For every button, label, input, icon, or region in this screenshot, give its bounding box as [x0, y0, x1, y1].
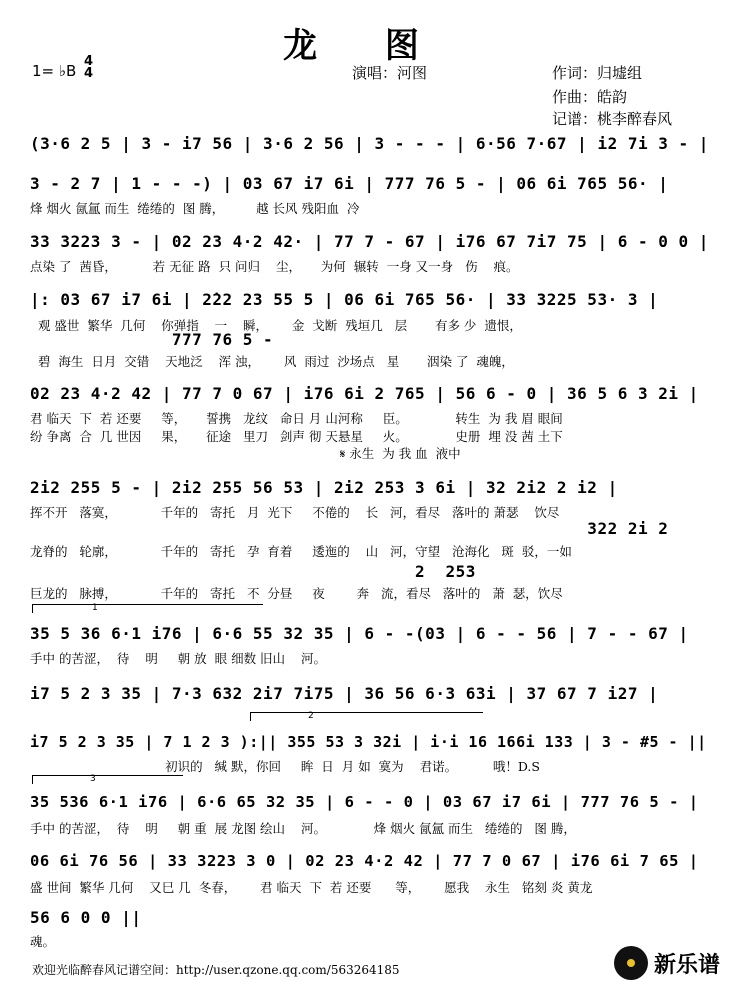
notation-line: 3 - 2 7 | 1 - - -) | 03 67 i7 6i | 777 76 5 - | 06 6i 765 56· |: [30, 174, 669, 193]
notation-line: 56 6 0 0 ||: [30, 908, 142, 927]
lyrics-line: 手中 的苦涩， 待 明 朝 重 展 龙图 绘山 河。 烽 烟火 氤氲 而生 绻绻的 图 腾，: [30, 821, 576, 836]
volta-number-1: 1: [92, 603, 98, 613]
time-signature-top: 4: [84, 54, 94, 69]
lyrics-line: 魂。: [30, 934, 56, 949]
singer-credit: 演唱：河图: [352, 64, 428, 82]
time-signature: [84, 56, 93, 80]
notation-line: 02 23 4·2 42 | 77 7 0 67 | i76 6i 2 765 | 56 6 - 0 | 36 5 6 3 2i |: [30, 384, 699, 403]
transcriber-credit: 记谱：桃李醉春风: [552, 110, 673, 128]
volta-number-3: 3: [90, 774, 96, 784]
notation-line: |: 03 67 i7 6i | 2̇22 23 55 5 | 06 6i 765 56· | 33 3225 53· 3 |: [30, 290, 659, 309]
lyrics-line: 点染 了 茜昏， 若 无征 路 只 问归 尘， 为何 辗转 一身 又一身 伤 痕。: [30, 259, 519, 274]
lyrics-line: 碧 海生 日月 交错 天地泛 浑 浊， 风 雨过 沙场点 星 洇染 了 魂魄，: [30, 354, 514, 369]
notation-line: 777 76 5 -: [30, 330, 274, 349]
lyrics-line: 手中 的苦涩， 待 明 朝 放 眼 细数 旧山 河。: [30, 651, 326, 666]
lyrics-line: 𝄋 永生 为 我 血 液中: [30, 446, 461, 461]
notation-line: (3·6 2 5 | 3 - i7 56 | 3·6 2 56 | 3 - - - | 6·56 7·67 | i2 7i 3 - |: [30, 134, 709, 153]
volta-number-2: 2: [308, 711, 314, 721]
lyrics-line: 龙脊的 轮廓， 千年的 寄托 孕 育着 逶迤的 山 河，守望 沧海化 斑 驳，一如: [30, 544, 572, 559]
lyricist-credit: 作词：归墟组: [552, 64, 643, 82]
notation-line: 35 5 36 6·1 i76 | 6·6 55 32 35 | 6 - -(03 | 6 - - 56 | 7 - - 67 |: [30, 624, 689, 643]
notation-line: 322 2i 2: [30, 519, 669, 538]
volta-bracket-3: [32, 775, 183, 784]
time-signature-bottom: 4: [84, 66, 94, 81]
notation-line: 35 536 6·1 i76 | 6·6 65 32 35 | 6 - - 0 | 03 67 i7 6i | 777 76 5 - |: [30, 793, 699, 811]
notation-line: 33 3223 3 - | 02 23 4·2 42· | 77 7 - 67 | i76 67 7i7 75 | 6 - 0 0 |: [30, 232, 709, 251]
lyrics-line: 初识的 缄 默，你回 眸 日 月 如 寞为 君诺。 哦！D.S: [30, 759, 540, 774]
song-title: 龙 图: [283, 26, 447, 66]
notation-line: 2 253: [30, 562, 476, 581]
site-logo[interactable]: [614, 946, 720, 980]
volta-bracket-1: [32, 604, 263, 613]
lyrics-line: 巨龙的 脉搏， 千年的 寄托 不 分昼 夜 奔 流，看尽 落叶的 萧 瑟，饮尽: [30, 586, 563, 601]
vinyl-record-icon: [614, 946, 648, 980]
lyrics-line: 盛 世间 繁华 几何 又巳 几 冬春， 君 临天 下 若 还要 等， 愿我 永生 铭刻 炎 黄龙: [30, 880, 593, 895]
notation-line: 2i2 255 5 - | 2i2 255 56 53 | 2i2 253 3 6i | 32 2i2 2 i2 |: [30, 478, 618, 497]
composer-credit: 作曲：皓韵: [552, 88, 628, 106]
footer-text: 欢迎光临醉春风记谱空间：http://user.qzone.qq.com/563264185: [32, 963, 400, 977]
notation-line: i7 5 2 3 35 | 7 1 2 3 ):|| 355 53 3 32i | i·i 16 166i 133 | 3 - #5 - ||: [30, 733, 707, 751]
lyrics-line: 纷 争离 合 几 世因 果， 征途 里刀 剑声 彻 天悬星 火。 史册 埋 没 茜 土下: [30, 429, 563, 444]
key-signature: 1= ♭B: [32, 62, 77, 80]
notation-line: 06 6i 76 56 | 33 3223 3 0 | 02 23 4·2 42 | 77 7 0 67 | i76 6i 7 65 |: [30, 852, 699, 870]
lyrics-line: 观 盛世 繁华 几何 你弹指 一 瞬， 金 戈断 残垣几 层 有多 少 遗恨，: [30, 318, 522, 333]
logo-text: 新乐谱: [653, 952, 720, 978]
notation-line: i7 5 2 3 35 | 7·3 632 2i7 7i75 | 36 56 6·3 63i | 37 67 7 i27 |: [30, 684, 659, 703]
lyrics-line: 挥不开 落寞， 千年的 寄托 月 光下 不倦的 长 河，看尽 落叶的 萧瑟 饮尽: [30, 505, 560, 520]
lyrics-line: 君 临天 下 若 还要 等， 誓携 龙纹 命日 月 山河称 臣。 转生 为 我 眉 眼间: [30, 411, 563, 426]
volta-bracket-2: [250, 712, 483, 721]
lyrics-line: 烽 烟火 氤氲 而生 绻绻的 图 腾， 越 长风 残阳血 冷: [30, 201, 360, 216]
